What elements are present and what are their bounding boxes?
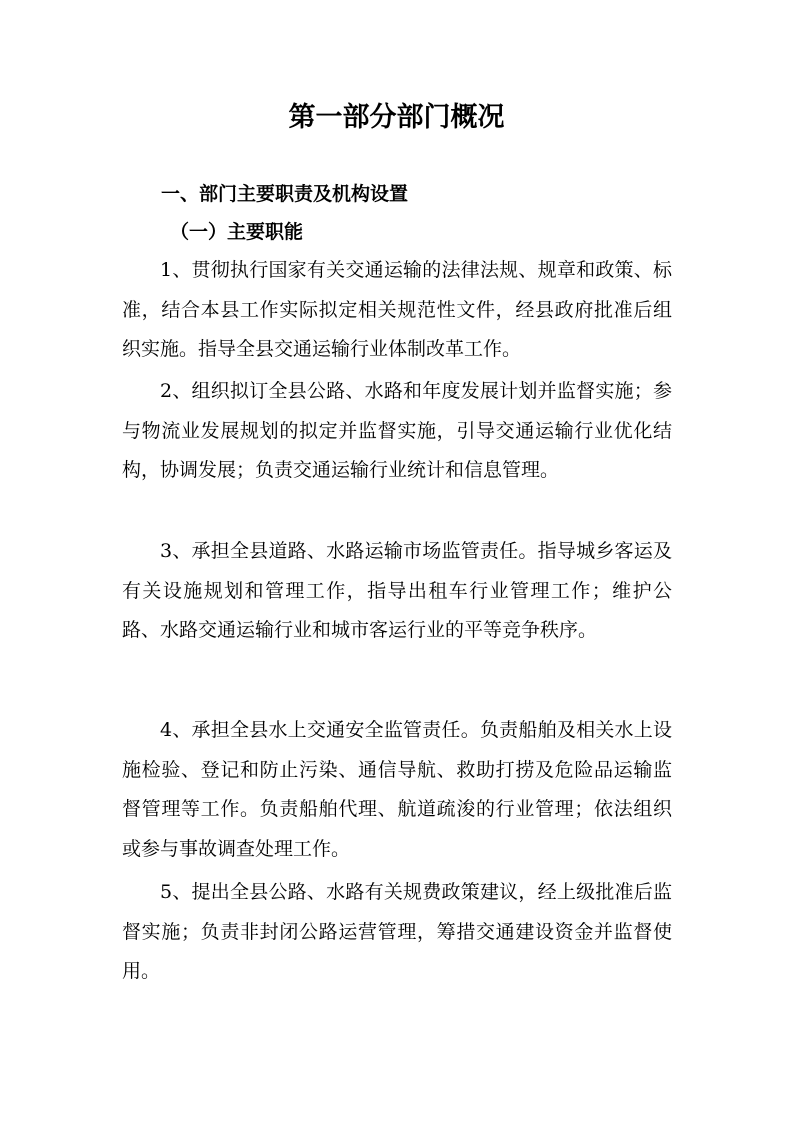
section-heading: 一、部门主要职责及机构设置 <box>161 183 409 205</box>
paragraph-duty-5: 5、提出全县公路、水路有关规费政策建议，经上级批准后监督实施；负责非封闭公路运营管理，筹措交通建设资金并监督使用。 <box>122 881 672 982</box>
paragraph-duty-2: 2、组织拟订全县公路、水路和年度发展计划并监督实施；参与物流业发展规划的拟定并监督实施，引导交通运输行业优化结构，协调发展；负责交通运输行业统计和信息管理。 <box>122 380 672 481</box>
paragraph-duty-4: 4、承担全县水上交通安全监管责任。负责船舶及相关水上设施检验、登记和防止污染、通信导航、救助打捞及危险品运输监督管理等工作。负责船舶代理、航道疏浚的行业管理；依法组织或参与事故调查处理工作。 <box>122 719 672 860</box>
paragraph-duty-3: 3、承担全县道路、水路运输市场监管责任。指导城乡客运及有关设施规划和管理工作，指导出租车行业管理工作；维护公路、水路交通运输行业和城市客运行业的平等竞争秩序。 <box>122 540 672 641</box>
page-title: 第一部分部门概况 <box>288 102 505 133</box>
paragraph-duty-1: 1、贯彻执行国家有关交通运输的法律法规、规章和政策、标准，结合本县工作实际拟定相关规范性文件，经县政府批准后组织实施。指导全县交通运输行业体制改革工作。 <box>122 259 672 360</box>
sub-heading: （一）主要职能 <box>170 221 304 243</box>
